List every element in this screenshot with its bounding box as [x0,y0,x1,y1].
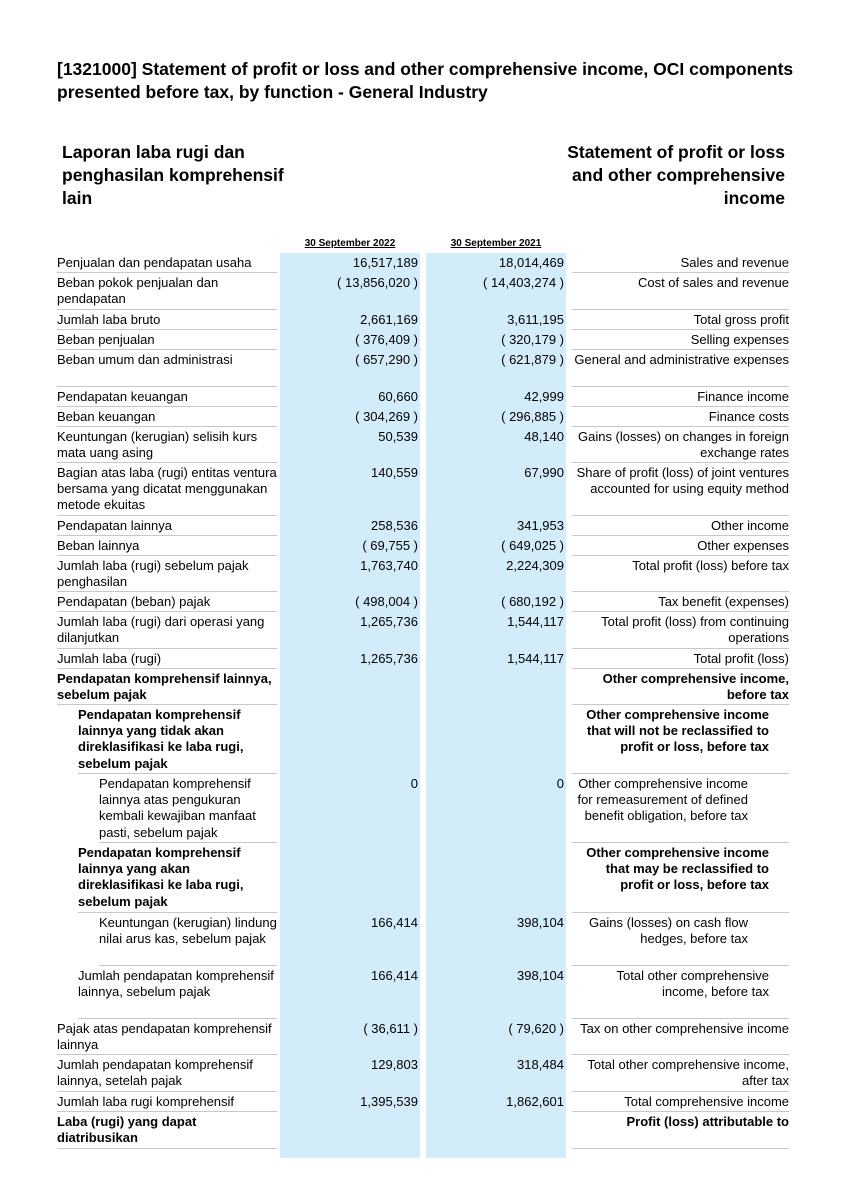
column-header-2022: 30 September 2022 [304,238,396,249]
row-label-id: Jumlah pendapatan komprehensif lainnya, sebelum pajak [78,968,274,1000]
row-value-2021: 1,544,117 [507,651,564,666]
row-label-en: General and administrative expenses [574,352,789,367]
table-row [0,1019,851,1055]
row-label-en: Profit (loss) attributable to [626,1114,789,1129]
row-label-en: Other income [710,518,789,533]
row-label-en: Total profit (loss) before tax [632,558,789,573]
row-label-en: Total other comprehensive income, before tax [616,968,769,1000]
table-row [0,612,851,649]
table-row [0,350,851,387]
row-label-id: Keuntungan (kerugian) selisih kurs mata uang asing [57,429,258,461]
row-label-id: Keuntungan (kerugian) lindung nilai arus kas, sebelum pajak [99,915,277,947]
row-label-en: Other comprehensive income, before tax [602,671,789,703]
row-value-2022: 129,803 [371,1057,418,1072]
table-row-section [0,705,851,774]
row-label-id: Pendapatan (beban) pajak [57,594,211,609]
row-value-2022: ( 69,755 ) [362,538,418,553]
table-row [0,1055,851,1092]
row-label-id: Jumlah laba rugi komprehensif [57,1094,235,1109]
table-row [0,556,851,592]
row-value-2022: 2,661,169 [360,312,418,327]
row-label-en: Selling expenses [690,332,789,347]
row-label-id: Beban pokok penjualan dan pendapatan [57,275,219,307]
row-value-2021: ( 79,620 ) [508,1021,564,1036]
row-value-2022: 16,517,189 [352,255,418,270]
row-label-id: Pendapatan komprehensif lainnya, sebelum pajak [57,671,272,703]
row-value-2022: ( 36,611 ) [363,1021,418,1036]
row-label-id: Jumlah laba (rugi) sebelum pajak penghasilan [57,558,249,590]
row-label-en: Cost of sales and revenue [637,275,789,290]
row-value-2022: ( 657,290 ) [355,352,418,367]
row-label-id: Pendapatan komprehensif lainnya atas pengukuran kembali kewajiban manfaat pasti, sebelum pajak [99,776,256,840]
row-value-2022: 166,414 [371,915,418,930]
row-value-2022: 258,536 [371,518,418,533]
row-label-id: Laba (rugi) yang dapat diatribusikan [57,1114,197,1146]
row-value-2021: 318,484 [517,1057,564,1072]
row-value-2022: ( 498,004 ) [355,594,418,609]
row-value-2022: 166,414 [371,968,418,983]
header-left-indonesian: Laporan laba rugi dan penghasilan komprehensif lain [62,142,284,208]
statement-table [0,253,851,1149]
row-value-2022: 0 [410,776,418,791]
row-label-en: Total profit (loss) [693,651,789,666]
row-value-2021: ( 649,025 ) [501,538,564,553]
row-label-en: Other comprehensive income that may be reclassified to profit or loss, before tax [586,845,769,893]
row-label-en: Tax on other comprehensive income [580,1021,789,1036]
row-label-id: Jumlah laba bruto [57,312,161,327]
table-row [0,330,851,350]
table-row [0,913,851,966]
row-value-2021: 0 [556,776,564,791]
row-label-en: Gains (losses) on cash flow hedges, before tax [589,915,748,947]
row-value-2021: ( 14,403,274 ) [483,275,564,290]
row-label-id: Beban lainnya [57,538,140,553]
row-value-2022: 50,539 [378,429,418,444]
row-label-id: Pendapatan keuangan [57,389,188,404]
row-value-2021: 398,104 [517,915,564,930]
table-row [0,253,851,273]
table-row-section [0,669,851,705]
row-label-en: Tax benefit (expenses) [658,594,789,609]
row-value-2021: 67,990 [524,465,564,480]
row-value-2021: 42,999 [524,389,564,404]
document-title: [1321000] Statement of profit or loss and other comprehensive income, OCI components presented before tax, by function - General Industry [57,59,794,102]
row-value-2021: ( 621,879 ) [501,352,564,367]
row-value-2021: 2,224,309 [506,558,564,573]
row-label-id: Pendapatan komprehensif lainnya yang tidak akan direklasifikasi ke laba rugi, sebelum pajak [78,707,244,771]
row-label-en: Total profit (loss) from continuing operations [601,614,789,646]
row-label-id: Pendapatan lainnya [57,518,172,533]
row-label-en: Finance income [697,389,789,404]
column-header-2021: 30 September 2021 [450,238,542,249]
row-value-2022: ( 304,269 ) [355,409,418,424]
row-label-id: Beban keuangan [57,409,156,424]
row-label-id: Bagian atas laba (rugi) entitas ventura bersama yang dicatat menggunakan metode ekuitas [57,465,277,513]
row-label-en: Gains (losses) on changes in foreign exchange rates [577,429,789,461]
table-row [0,774,851,843]
row-value-2021: 1,544,117 [507,614,564,629]
row-value-2022: ( 376,409 ) [355,332,418,347]
row-value-2022: 1,763,740 [360,558,418,573]
row-value-2022: 140,559 [371,465,418,480]
row-label-id: Beban penjualan [57,332,155,347]
row-value-2022: 60,660 [378,389,418,404]
table-row [0,1092,851,1112]
table-row [0,427,851,463]
row-label-en: Share of profit (loss) of joint ventures accounted for using equity method [576,465,789,497]
row-label-en: Total gross profit [693,312,789,327]
table-row [0,310,851,330]
row-label-id: Pajak atas pendapatan komprehensif lainnya [57,1021,272,1053]
row-label-id: Pendapatan komprehensif lainnya yang akan direklasifikasi ke laba rugi, sebelum pajak [78,845,244,909]
row-value-2021: ( 296,885 ) [501,409,564,424]
table-row [0,649,851,669]
table-row [0,463,851,516]
row-value-2022: 1,395,539 [360,1094,418,1109]
row-value-2022: ( 13,856,020 ) [337,275,418,290]
row-value-2022: 1,265,736 [360,651,418,666]
row-label-en: Other comprehensive income for remeasurement of defined benefit obligation, before tax [577,776,748,824]
row-value-2021: 48,140 [524,429,564,444]
table-row [0,592,851,612]
row-value-2021: 18,014,469 [498,255,564,270]
row-value-2021: ( 680,192 ) [501,594,564,609]
table-row-section [0,1112,851,1149]
row-value-2021: 341,953 [517,518,564,533]
row-label-id: Jumlah laba (rugi) [57,651,162,666]
row-value-2021: 398,104 [517,968,564,983]
row-label-id: Beban umum dan administrasi [57,352,233,367]
row-value-2021: 3,611,195 [507,312,564,327]
row-value-2021: 1,862,601 [506,1094,564,1109]
row-label-en: Total other comprehensive income, after tax [587,1057,789,1089]
table-row [0,387,851,407]
row-label-en: Other expenses [697,538,789,553]
table-row [0,516,851,536]
table-row-section [0,843,851,913]
row-label-id: Penjualan dan pendapatan usaha [57,255,252,270]
table-row [0,273,851,310]
row-label-en: Sales and revenue [680,255,789,270]
row-label-en: Finance costs [708,409,789,424]
row-label-en: Total comprehensive income [624,1094,789,1109]
row-value-2022: 1,265,736 [360,614,418,629]
row-label-en: Other comprehensive income that will not be reclassified to profit or loss, before tax [586,707,769,755]
table-row [0,966,851,1019]
row-label-id: Jumlah laba (rugi) dari operasi yang dilanjutkan [57,614,265,646]
row-label-id: Jumlah pendapatan komprehensif lainnya, setelah pajak [57,1057,253,1089]
header-right-english: Statement of profit or loss and other comprehensive income [567,142,785,208]
table-row [0,536,851,556]
row-value-2021: ( 320,179 ) [501,332,564,347]
table-row [0,407,851,427]
